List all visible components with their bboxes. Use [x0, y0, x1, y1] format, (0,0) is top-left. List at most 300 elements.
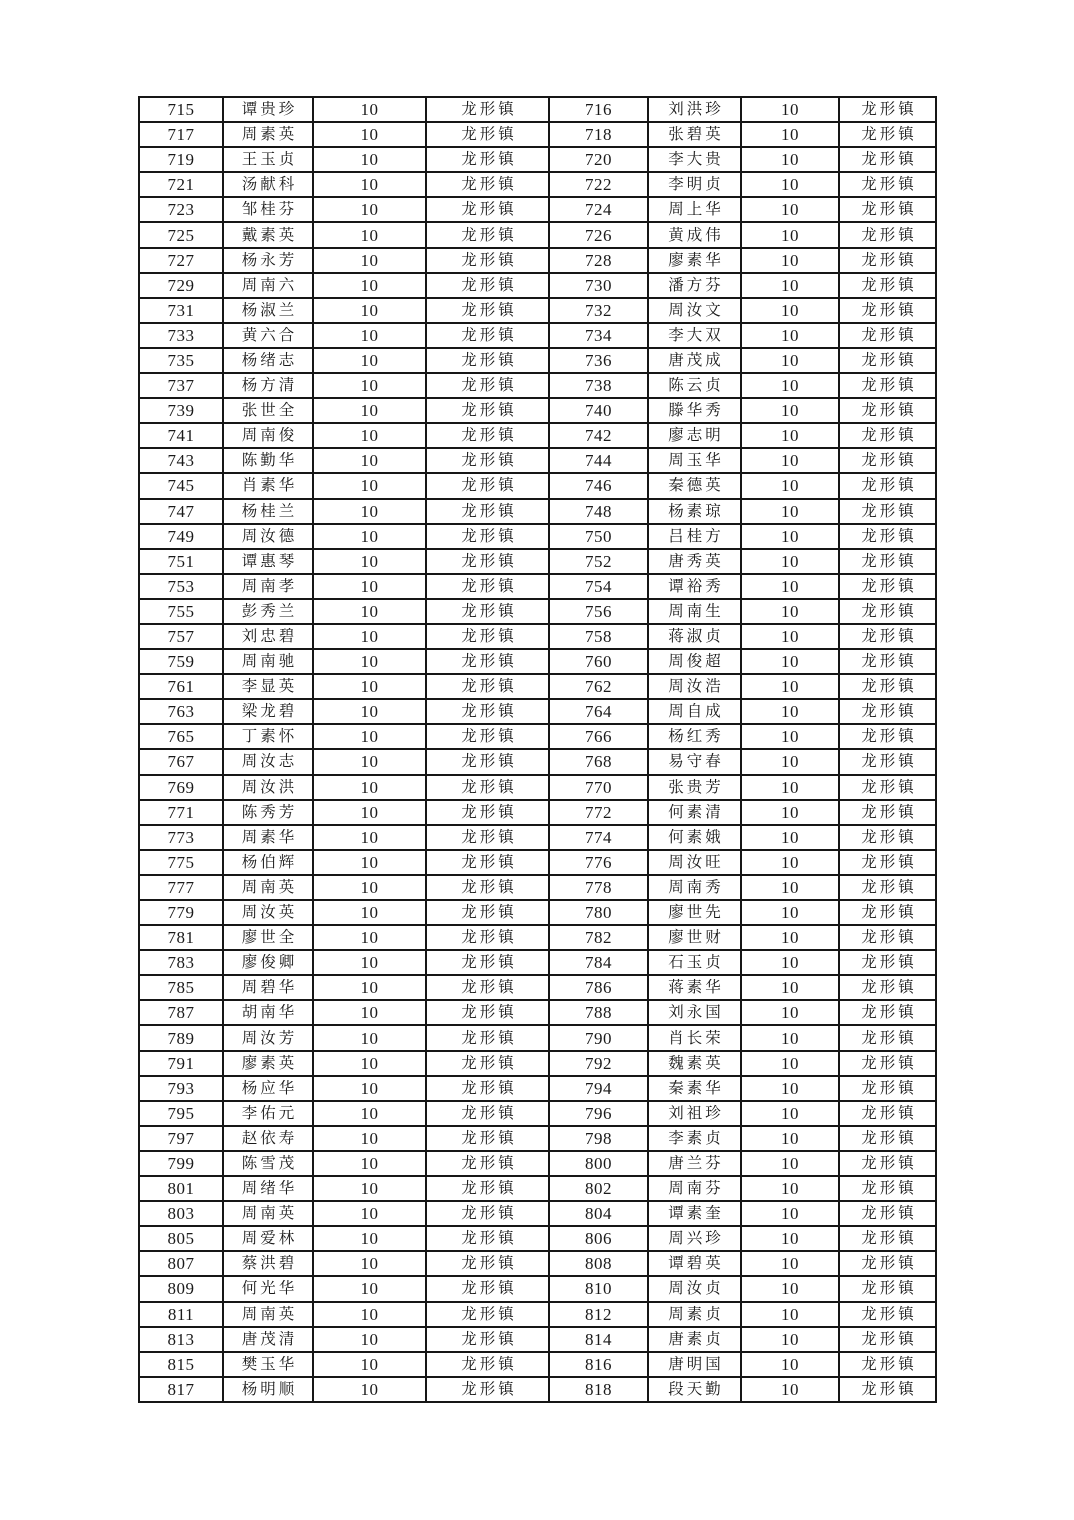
cell-amount-left: 10: [313, 373, 426, 398]
cell-town-right: 龙形镇: [839, 1201, 936, 1226]
cell-town-left: 龙形镇: [426, 975, 549, 1000]
cell-amount-right: 10: [741, 975, 839, 1000]
cell-name-left: 汤献科: [223, 172, 313, 197]
cell-name-right: 李素贞: [648, 1126, 741, 1151]
cell-town-left: 龙形镇: [426, 1076, 549, 1101]
cell-amount-left: 10: [313, 1327, 426, 1352]
table-row: [139, 348, 936, 373]
cell-serial-left: 741: [139, 423, 223, 448]
cell-town-left: 龙形镇: [426, 97, 549, 122]
table-row: [139, 825, 936, 850]
cell-name-right: 唐兰芬: [648, 1151, 741, 1176]
cell-name-right: 谭裕秀: [648, 574, 741, 599]
cell-name-right: 廖素华: [648, 248, 741, 273]
table-row: [139, 1025, 936, 1050]
cell-amount-left: 10: [313, 925, 426, 950]
cell-amount-left: 10: [313, 348, 426, 373]
cell-town-left: 龙形镇: [426, 800, 549, 825]
cell-serial-left: 809: [139, 1276, 223, 1301]
cell-town-left: 龙形镇: [426, 1151, 549, 1176]
cell-name-left: 周绪华: [223, 1176, 313, 1201]
cell-name-left: 周素英: [223, 122, 313, 147]
cell-town-left: 龙形镇: [426, 1352, 549, 1377]
cell-amount-right: 10: [741, 1276, 839, 1301]
cell-serial-left: 739: [139, 398, 223, 423]
cell-town-left: 龙形镇: [426, 950, 549, 975]
cell-amount-left: 10: [313, 1051, 426, 1076]
table-row: [139, 122, 936, 147]
cell-serial-right: 758: [549, 624, 648, 649]
cell-amount-left: 10: [313, 423, 426, 448]
cell-town-right: 龙形镇: [839, 122, 936, 147]
cell-name-right: 周汝贞: [648, 1276, 741, 1301]
cell-amount-left: 10: [313, 473, 426, 498]
cell-serial-left: 797: [139, 1126, 223, 1151]
table-row: [139, 775, 936, 800]
cell-serial-right: 766: [549, 724, 648, 749]
cell-serial-left: 757: [139, 624, 223, 649]
cell-amount-right: 10: [741, 499, 839, 524]
cell-amount-left: 10: [313, 900, 426, 925]
cell-name-left: 周南英: [223, 875, 313, 900]
cell-amount-left: 10: [313, 524, 426, 549]
cell-amount-left: 10: [313, 273, 426, 298]
table-row: [139, 97, 936, 122]
table-row: [139, 323, 936, 348]
cell-name-left: 周汝英: [223, 900, 313, 925]
table-row: [139, 1276, 936, 1301]
cell-amount-right: 10: [741, 273, 839, 298]
cell-amount-right: 10: [741, 649, 839, 674]
cell-town-left: 龙形镇: [426, 900, 549, 925]
cell-amount-right: 10: [741, 122, 839, 147]
cell-serial-right: 780: [549, 900, 648, 925]
cell-name-left: 赵依寿: [223, 1126, 313, 1151]
cell-amount-left: 10: [313, 197, 426, 222]
cell-town-left: 龙形镇: [426, 248, 549, 273]
cell-serial-right: 812: [549, 1302, 648, 1327]
cell-name-right: 蒋淑贞: [648, 624, 741, 649]
cell-name-right: 唐明国: [648, 1352, 741, 1377]
cell-serial-left: 807: [139, 1251, 223, 1276]
cell-town-right: 龙形镇: [839, 624, 936, 649]
cell-town-left: 龙形镇: [426, 423, 549, 448]
cell-serial-left: 777: [139, 875, 223, 900]
cell-serial-left: 775: [139, 850, 223, 875]
cell-amount-right: 10: [741, 674, 839, 699]
cell-name-right: 周俊超: [648, 649, 741, 674]
cell-amount-right: 10: [741, 298, 839, 323]
cell-amount-right: 10: [741, 197, 839, 222]
cell-town-right: 龙形镇: [839, 448, 936, 473]
cell-town-right: 龙形镇: [839, 423, 936, 448]
cell-amount-left: 10: [313, 850, 426, 875]
cell-town-left: 龙形镇: [426, 850, 549, 875]
cell-serial-left: 747: [139, 499, 223, 524]
table-row: [139, 1251, 936, 1276]
cell-name-right: 滕华秀: [648, 398, 741, 423]
cell-amount-left: 10: [313, 649, 426, 674]
cell-amount-left: 10: [313, 674, 426, 699]
cell-amount-left: 10: [313, 1276, 426, 1301]
table-row: [139, 499, 936, 524]
cell-town-right: 龙形镇: [839, 1352, 936, 1377]
cell-town-right: 龙形镇: [839, 599, 936, 624]
cell-town-left: 龙形镇: [426, 1226, 549, 1251]
cell-amount-left: 10: [313, 1352, 426, 1377]
cell-town-left: 龙形镇: [426, 147, 549, 172]
cell-name-right: 周汝浩: [648, 674, 741, 699]
cell-serial-right: 790: [549, 1025, 648, 1050]
cell-serial-right: 804: [549, 1201, 648, 1226]
cell-town-left: 龙形镇: [426, 775, 549, 800]
cell-serial-left: 815: [139, 1352, 223, 1377]
cell-amount-right: 10: [741, 900, 839, 925]
cell-name-right: 蒋素华: [648, 975, 741, 1000]
cell-town-right: 龙形镇: [839, 197, 936, 222]
cell-serial-left: 783: [139, 950, 223, 975]
cell-serial-left: 789: [139, 1025, 223, 1050]
cell-town-left: 龙形镇: [426, 298, 549, 323]
table-row: [139, 1126, 936, 1151]
table-row: [139, 724, 936, 749]
cell-name-left: 杨绪志: [223, 348, 313, 373]
table-row: [139, 850, 936, 875]
cell-town-right: 龙形镇: [839, 1076, 936, 1101]
cell-town-right: 龙形镇: [839, 298, 936, 323]
cell-amount-right: 10: [741, 925, 839, 950]
cell-name-left: 陈雪茂: [223, 1151, 313, 1176]
table-row: [139, 900, 936, 925]
cell-amount-left: 10: [313, 1377, 426, 1402]
cell-serial-left: 767: [139, 749, 223, 774]
cell-serial-right: 814: [549, 1327, 648, 1352]
cell-amount-left: 10: [313, 448, 426, 473]
cell-name-right: 潘方芬: [648, 273, 741, 298]
cell-name-right: 刘永国: [648, 1000, 741, 1025]
cell-serial-left: 751: [139, 549, 223, 574]
cell-town-left: 龙形镇: [426, 122, 549, 147]
cell-amount-right: 10: [741, 473, 839, 498]
cell-name-right: 易守春: [648, 749, 741, 774]
cell-serial-left: 765: [139, 724, 223, 749]
cell-town-left: 龙形镇: [426, 172, 549, 197]
cell-serial-left: 727: [139, 248, 223, 273]
cell-amount-right: 10: [741, 1025, 839, 1050]
cell-serial-left: 759: [139, 649, 223, 674]
table-row: [139, 1176, 936, 1201]
cell-amount-left: 10: [313, 248, 426, 273]
cell-name-left: 杨桂兰: [223, 499, 313, 524]
cell-name-right: 李大双: [648, 323, 741, 348]
cell-name-left: 唐茂清: [223, 1327, 313, 1352]
cell-serial-right: 784: [549, 950, 648, 975]
cell-town-left: 龙形镇: [426, 1176, 549, 1201]
cell-town-right: 龙形镇: [839, 674, 936, 699]
cell-town-left: 龙形镇: [426, 348, 549, 373]
table-row: [139, 248, 936, 273]
table-row: [139, 1000, 936, 1025]
cell-name-left: 胡南华: [223, 1000, 313, 1025]
cell-amount-left: 10: [313, 699, 426, 724]
cell-amount-right: 10: [741, 423, 839, 448]
cell-serial-right: 742: [549, 423, 648, 448]
cell-serial-left: 763: [139, 699, 223, 724]
cell-amount-right: 10: [741, 1101, 839, 1126]
cell-name-left: 周南英: [223, 1302, 313, 1327]
cell-name-right: 周南生: [648, 599, 741, 624]
cell-name-right: 周兴珍: [648, 1226, 741, 1251]
cell-town-right: 龙形镇: [839, 850, 936, 875]
cell-name-left: 周南孝: [223, 574, 313, 599]
cell-serial-right: 764: [549, 699, 648, 724]
cell-amount-right: 10: [741, 749, 839, 774]
table-row: [139, 800, 936, 825]
cell-serial-left: 813: [139, 1327, 223, 1352]
cell-amount-left: 10: [313, 323, 426, 348]
cell-amount-right: 10: [741, 1176, 839, 1201]
cell-town-right: 龙形镇: [839, 950, 936, 975]
cell-name-right: 周汝旺: [648, 850, 741, 875]
cell-amount-left: 10: [313, 147, 426, 172]
cell-amount-left: 10: [313, 1126, 426, 1151]
cell-amount-left: 10: [313, 800, 426, 825]
cell-name-left: 杨明顺: [223, 1377, 313, 1402]
cell-amount-left: 10: [313, 122, 426, 147]
cell-name-right: 唐素贞: [648, 1327, 741, 1352]
cell-serial-right: 724: [549, 197, 648, 222]
cell-amount-left: 10: [313, 1025, 426, 1050]
cell-serial-right: 798: [549, 1126, 648, 1151]
table-row: [139, 1051, 936, 1076]
cell-town-left: 龙形镇: [426, 222, 549, 247]
cell-name-left: 何光华: [223, 1276, 313, 1301]
cell-town-right: 龙形镇: [839, 97, 936, 122]
cell-name-right: 谭素奎: [648, 1201, 741, 1226]
cell-name-right: 张贵芳: [648, 775, 741, 800]
table-row: [139, 549, 936, 574]
cell-serial-right: 808: [549, 1251, 648, 1276]
table-row: [139, 147, 936, 172]
cell-town-left: 龙形镇: [426, 749, 549, 774]
roster-table: [138, 96, 937, 1403]
cell-name-left: 周汝志: [223, 749, 313, 774]
table-row: [139, 749, 936, 774]
cell-town-left: 龙形镇: [426, 674, 549, 699]
table-row: [139, 574, 936, 599]
cell-amount-left: 10: [313, 97, 426, 122]
cell-serial-left: 729: [139, 273, 223, 298]
cell-serial-right: 722: [549, 172, 648, 197]
cell-name-left: 李佑元: [223, 1101, 313, 1126]
cell-town-right: 龙形镇: [839, 749, 936, 774]
cell-serial-right: 772: [549, 800, 648, 825]
cell-serial-left: 811: [139, 1302, 223, 1327]
table-row: [139, 1327, 936, 1352]
cell-name-left: 周南英: [223, 1201, 313, 1226]
table-row: [139, 197, 936, 222]
cell-town-left: 龙形镇: [426, 524, 549, 549]
cell-serial-right: 726: [549, 222, 648, 247]
cell-town-right: 龙形镇: [839, 348, 936, 373]
cell-amount-right: 10: [741, 524, 839, 549]
cell-serial-left: 779: [139, 900, 223, 925]
cell-town-right: 龙形镇: [839, 222, 936, 247]
table-row: [139, 473, 936, 498]
cell-amount-right: 10: [741, 699, 839, 724]
cell-name-left: 樊玉华: [223, 1352, 313, 1377]
cell-town-right: 龙形镇: [839, 1000, 936, 1025]
cell-town-left: 龙形镇: [426, 1377, 549, 1402]
cell-town-left: 龙形镇: [426, 473, 549, 498]
cell-serial-left: 793: [139, 1076, 223, 1101]
cell-serial-right: 794: [549, 1076, 648, 1101]
cell-amount-right: 10: [741, 1327, 839, 1352]
cell-name-left: 廖俊卿: [223, 950, 313, 975]
cell-town-left: 龙形镇: [426, 1201, 549, 1226]
cell-name-left: 陈秀芳: [223, 800, 313, 825]
cell-serial-left: 773: [139, 825, 223, 850]
cell-town-right: 龙形镇: [839, 1251, 936, 1276]
cell-amount-left: 10: [313, 549, 426, 574]
cell-town-left: 龙形镇: [426, 398, 549, 423]
table-row: [139, 699, 936, 724]
cell-town-left: 龙形镇: [426, 197, 549, 222]
cell-amount-left: 10: [313, 624, 426, 649]
cell-serial-left: 781: [139, 925, 223, 950]
roster-body: [139, 97, 936, 1402]
cell-serial-right: 728: [549, 248, 648, 273]
cell-town-right: 龙形镇: [839, 1101, 936, 1126]
cell-amount-right: 10: [741, 1076, 839, 1101]
cell-name-left: 杨方清: [223, 373, 313, 398]
cell-town-left: 龙形镇: [426, 624, 549, 649]
table-row: [139, 448, 936, 473]
cell-amount-left: 10: [313, 398, 426, 423]
cell-town-right: 龙形镇: [839, 147, 936, 172]
cell-name-left: 廖素英: [223, 1051, 313, 1076]
cell-name-left: 陈勤华: [223, 448, 313, 473]
cell-serial-left: 803: [139, 1201, 223, 1226]
cell-serial-right: 774: [549, 825, 648, 850]
cell-amount-left: 10: [313, 599, 426, 624]
table-row: [139, 1302, 936, 1327]
cell-serial-right: 768: [549, 749, 648, 774]
cell-amount-right: 10: [741, 1302, 839, 1327]
cell-serial-left: 753: [139, 574, 223, 599]
cell-name-left: 周爱林: [223, 1226, 313, 1251]
cell-amount-left: 10: [313, 574, 426, 599]
cell-name-right: 何素清: [648, 800, 741, 825]
cell-name-left: 周汝芳: [223, 1025, 313, 1050]
cell-amount-right: 10: [741, 1352, 839, 1377]
cell-serial-left: 721: [139, 172, 223, 197]
table-row: [139, 1076, 936, 1101]
cell-amount-right: 10: [741, 222, 839, 247]
cell-name-right: 何素娥: [648, 825, 741, 850]
cell-town-right: 龙形镇: [839, 1126, 936, 1151]
cell-town-right: 龙形镇: [839, 775, 936, 800]
cell-name-left: 周汝洪: [223, 775, 313, 800]
table-row: [139, 1151, 936, 1176]
cell-town-left: 龙形镇: [426, 323, 549, 348]
cell-town-right: 龙形镇: [839, 699, 936, 724]
cell-amount-left: 10: [313, 222, 426, 247]
cell-serial-right: 786: [549, 975, 648, 1000]
cell-amount-left: 10: [313, 1076, 426, 1101]
cell-name-right: 周南秀: [648, 875, 741, 900]
cell-amount-right: 10: [741, 1151, 839, 1176]
cell-name-left: 周南驰: [223, 649, 313, 674]
cell-serial-right: 806: [549, 1226, 648, 1251]
cell-town-left: 龙形镇: [426, 875, 549, 900]
cell-name-left: 谭贵珍: [223, 97, 313, 122]
cell-amount-right: 10: [741, 348, 839, 373]
cell-town-left: 龙形镇: [426, 1101, 549, 1126]
cell-name-left: 黄六合: [223, 323, 313, 348]
cell-serial-right: 810: [549, 1276, 648, 1301]
cell-amount-left: 10: [313, 1101, 426, 1126]
cell-town-left: 龙形镇: [426, 549, 549, 574]
cell-town-right: 龙形镇: [839, 1025, 936, 1050]
cell-serial-left: 761: [139, 674, 223, 699]
cell-name-right: 周玉华: [648, 448, 741, 473]
cell-amount-right: 10: [741, 624, 839, 649]
cell-town-left: 龙形镇: [426, 1025, 549, 1050]
cell-serial-right: 792: [549, 1051, 648, 1076]
cell-amount-left: 10: [313, 749, 426, 774]
cell-serial-left: 805: [139, 1226, 223, 1251]
cell-name-right: 秦德英: [648, 473, 741, 498]
cell-serial-left: 791: [139, 1051, 223, 1076]
cell-serial-right: 800: [549, 1151, 648, 1176]
cell-name-right: 廖世财: [648, 925, 741, 950]
cell-town-left: 龙形镇: [426, 1126, 549, 1151]
cell-town-right: 龙形镇: [839, 373, 936, 398]
cell-serial-left: 787: [139, 1000, 223, 1025]
cell-serial-right: 736: [549, 348, 648, 373]
cell-town-left: 龙形镇: [426, 599, 549, 624]
cell-serial-right: 740: [549, 398, 648, 423]
cell-town-left: 龙形镇: [426, 1327, 549, 1352]
cell-amount-right: 10: [741, 172, 839, 197]
cell-amount-right: 10: [741, 398, 839, 423]
cell-serial-right: 730: [549, 273, 648, 298]
cell-amount-left: 10: [313, 950, 426, 975]
cell-town-left: 龙形镇: [426, 1000, 549, 1025]
cell-town-right: 龙形镇: [839, 1276, 936, 1301]
cell-name-right: 周南芬: [648, 1176, 741, 1201]
cell-serial-right: 718: [549, 122, 648, 147]
cell-amount-right: 10: [741, 1251, 839, 1276]
cell-town-right: 龙形镇: [839, 800, 936, 825]
cell-name-right: 唐秀英: [648, 549, 741, 574]
cell-town-left: 龙形镇: [426, 825, 549, 850]
cell-serial-left: 785: [139, 975, 223, 1000]
cell-amount-left: 10: [313, 499, 426, 524]
table-row: [139, 674, 936, 699]
cell-name-left: 刘忠碧: [223, 624, 313, 649]
cell-serial-left: 715: [139, 97, 223, 122]
cell-name-left: 丁素怀: [223, 724, 313, 749]
cell-serial-left: 737: [139, 373, 223, 398]
cell-name-right: 刘祖珍: [648, 1101, 741, 1126]
cell-amount-left: 10: [313, 825, 426, 850]
cell-serial-right: 738: [549, 373, 648, 398]
cell-town-right: 龙形镇: [839, 524, 936, 549]
cell-town-left: 龙形镇: [426, 649, 549, 674]
cell-serial-right: 816: [549, 1352, 648, 1377]
